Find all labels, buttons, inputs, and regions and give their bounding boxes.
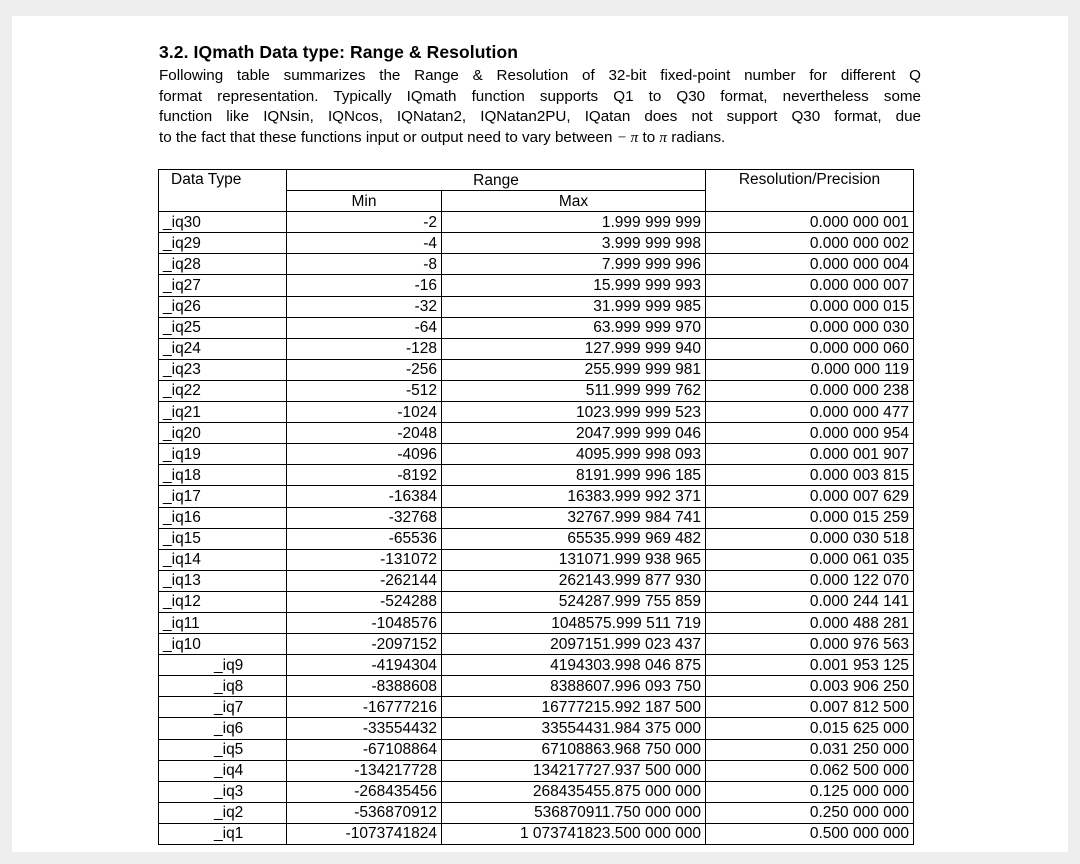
max-cell: 16383.999 992 371 <box>442 486 706 507</box>
table-body <box>159 212 914 845</box>
data-type-cell: _iq1 <box>159 823 287 844</box>
max-cell: 1 073741823.500 000 000 <box>442 823 706 844</box>
data-type-cell: _iq24 <box>159 338 287 359</box>
paragraph-line-4 <box>159 128 921 149</box>
min-cell: -512 <box>287 380 442 401</box>
max-cell: 2047.999 999 046 <box>442 423 706 444</box>
header-min: Min <box>287 191 442 212</box>
pi-symbol: π <box>659 128 667 146</box>
min-cell: -268435456 <box>287 781 442 802</box>
table-row <box>159 676 914 697</box>
table-row <box>159 697 914 718</box>
data-type-cell: _iq21 <box>159 402 287 423</box>
table-row <box>159 465 914 486</box>
resolution-cell: 0.007 812 500 <box>706 697 914 718</box>
data-type-cell: _iq17 <box>159 486 287 507</box>
min-cell: -8 <box>287 254 442 275</box>
minus-pi-symbol: − π <box>616 128 639 146</box>
max-cell: 67108863.968 750 000 <box>442 739 706 760</box>
resolution-cell: 0.000 007 629 <box>706 486 914 507</box>
min-cell: -16777216 <box>287 697 442 718</box>
max-cell: 1048575.999 511 719 <box>442 612 706 633</box>
resolution-cell: 0.000 000 238 <box>706 380 914 401</box>
min-cell: -16384 <box>287 486 442 507</box>
min-cell: -1024 <box>287 402 442 423</box>
table-row <box>159 781 914 802</box>
max-cell: 16777215.992 187 500 <box>442 697 706 718</box>
min-cell: -64 <box>287 317 442 338</box>
data-type-cell: _iq10 <box>159 634 287 655</box>
viewer-frame-bottom <box>0 852 1080 864</box>
resolution-cell: 0.062 500 000 <box>706 760 914 781</box>
resolution-cell: 0.000 488 281 <box>706 612 914 633</box>
max-cell: 4194303.998 046 875 <box>442 655 706 676</box>
min-cell: -131072 <box>287 549 442 570</box>
resolution-cell: 0.000 000 119 <box>706 359 914 380</box>
max-cell: 127.999 999 940 <box>442 338 706 359</box>
table-row <box>159 296 914 317</box>
data-type-cell: _iq26 <box>159 296 287 317</box>
max-cell: 8388607.996 093 750 <box>442 676 706 697</box>
min-cell: -32768 <box>287 507 442 528</box>
resolution-cell: 0.000 976 563 <box>706 634 914 655</box>
table-row <box>159 655 914 676</box>
data-type-cell: _iq13 <box>159 570 287 591</box>
table-row <box>159 380 914 401</box>
max-cell: 524287.999 755 859 <box>442 591 706 612</box>
table-row <box>159 823 914 844</box>
data-type-cell: _iq3 <box>159 781 287 802</box>
resolution-cell: 0.000 000 001 <box>706 212 914 233</box>
resolution-cell: 0.031 250 000 <box>706 739 914 760</box>
table-row <box>159 570 914 591</box>
data-type-cell: _iq2 <box>159 802 287 823</box>
header-data-type: Data Type <box>159 170 287 212</box>
paragraph-line-4-c: radians. <box>667 128 726 146</box>
resolution-cell: 0.000 030 518 <box>706 528 914 549</box>
table-row <box>159 634 914 655</box>
table-row <box>159 402 914 423</box>
data-type-cell: _iq9 <box>159 655 287 676</box>
table-row <box>159 444 914 465</box>
max-cell: 2097151.999 023 437 <box>442 634 706 655</box>
min-cell: -524288 <box>287 591 442 612</box>
resolution-cell: 0.000 000 002 <box>706 233 914 254</box>
min-cell: -8388608 <box>287 676 442 697</box>
min-cell: -4194304 <box>287 655 442 676</box>
table-row <box>159 423 914 444</box>
data-type-cell: _iq18 <box>159 465 287 486</box>
data-type-cell: _iq25 <box>159 317 287 338</box>
table-row <box>159 718 914 739</box>
data-type-cell: _iq30 <box>159 212 287 233</box>
min-cell: -65536 <box>287 528 442 549</box>
resolution-cell: 0.000 015 259 <box>706 507 914 528</box>
max-cell: 65535.999 969 482 <box>442 528 706 549</box>
data-type-cell: _iq7 <box>159 697 287 718</box>
min-cell: -8192 <box>287 465 442 486</box>
resolution-cell: 0.000 244 141 <box>706 591 914 612</box>
max-cell: 131071.999 938 965 <box>442 549 706 570</box>
min-cell: -2097152 <box>287 634 442 655</box>
max-cell: 32767.999 984 741 <box>442 507 706 528</box>
table-row <box>159 338 914 359</box>
header-max: Max <box>442 191 706 212</box>
max-cell: 31.999 999 985 <box>442 296 706 317</box>
max-cell: 15.999 999 993 <box>442 275 706 296</box>
data-type-cell: _iq29 <box>159 233 287 254</box>
resolution-cell: 0.000 000 030 <box>706 317 914 338</box>
data-type-cell: _iq22 <box>159 380 287 401</box>
resolution-cell: 0.015 625 000 <box>706 718 914 739</box>
max-cell: 8191.999 996 185 <box>442 465 706 486</box>
min-cell: -128 <box>287 338 442 359</box>
header-range: Range <box>287 170 706 191</box>
resolution-cell: 0.000 001 907 <box>706 444 914 465</box>
table-row <box>159 739 914 760</box>
paragraph-line-3: function like IQNsin, IQNcos, IQNatan2, IQNatan2PU, IQatan does not support Q30 format, due <box>159 108 921 125</box>
data-type-cell: _iq28 <box>159 254 287 275</box>
paragraph-line-4-b: to <box>638 128 660 146</box>
resolution-cell: 0.125 000 000 <box>706 781 914 802</box>
max-cell: 511.999 999 762 <box>442 380 706 401</box>
resolution-cell: 0.000 000 060 <box>706 338 914 359</box>
table-row <box>159 212 914 233</box>
resolution-cell: 0.000 000 004 <box>706 254 914 275</box>
table-row <box>159 549 914 570</box>
table-row <box>159 507 914 528</box>
data-type-cell: _iq23 <box>159 359 287 380</box>
data-type-cell: _iq12 <box>159 591 287 612</box>
max-cell: 1023.999 999 523 <box>442 402 706 423</box>
table-row <box>159 233 914 254</box>
data-type-cell: _iq5 <box>159 739 287 760</box>
min-cell: -4 <box>287 233 442 254</box>
min-cell: -33554432 <box>287 718 442 739</box>
min-cell: -536870912 <box>287 802 442 823</box>
min-cell: -256 <box>287 359 442 380</box>
data-type-cell: _iq27 <box>159 275 287 296</box>
min-cell: -1073741824 <box>287 823 442 844</box>
max-cell: 3.999 999 998 <box>442 233 706 254</box>
resolution-cell: 0.000 000 015 <box>706 296 914 317</box>
max-cell: 268435455.875 000 000 <box>442 781 706 802</box>
table-row <box>159 612 914 633</box>
header-resolution: Resolution/Precision <box>706 170 914 212</box>
max-cell: 63.999 999 970 <box>442 317 706 338</box>
min-cell: -2 <box>287 212 442 233</box>
paragraph-line-4-a: to the fact that these functions input or output need to vary between <box>159 128 617 146</box>
data-type-cell: _iq19 <box>159 444 287 465</box>
data-type-cell: _iq14 <box>159 549 287 570</box>
data-type-cell: _iq16 <box>159 507 287 528</box>
max-cell: 134217727.937 500 000 <box>442 760 706 781</box>
table-row <box>159 528 914 549</box>
resolution-cell: 0.001 953 125 <box>706 655 914 676</box>
max-cell: 262143.999 877 930 <box>442 570 706 591</box>
intro-paragraph <box>159 66 921 148</box>
data-type-cell: _iq8 <box>159 676 287 697</box>
viewer-frame-top <box>0 0 1080 16</box>
min-cell: -67108864 <box>287 739 442 760</box>
paragraph-line-2: format representation. Typically IQmath function supports Q1 to Q30 format, nevertheless some <box>159 87 921 105</box>
table-row <box>159 591 914 612</box>
table-row <box>159 254 914 275</box>
data-type-cell: _iq4 <box>159 760 287 781</box>
min-cell: -16 <box>287 275 442 296</box>
table-row <box>159 359 914 380</box>
resolution-cell: 0.000 003 815 <box>706 465 914 486</box>
section-heading: 3.2. IQmath Data type: Range & Resolution <box>159 42 519 62</box>
paragraph-line-1: Following table summarizes the Range & Resolution of 32-bit fixed-point number for different Q <box>159 67 921 84</box>
viewer-frame-right <box>1068 0 1080 864</box>
range-resolution-table <box>158 169 914 845</box>
table-row <box>159 317 914 338</box>
data-type-cell: _iq11 <box>159 612 287 633</box>
max-cell: 4095.999 998 093 <box>442 444 706 465</box>
max-cell: 33554431.984 375 000 <box>442 718 706 739</box>
min-cell: -2048 <box>287 423 442 444</box>
resolution-cell: 0.500 000 000 <box>706 823 914 844</box>
min-cell: -134217728 <box>287 760 442 781</box>
resolution-cell: 0.250 000 000 <box>706 802 914 823</box>
max-cell: 255.999 999 981 <box>442 359 706 380</box>
min-cell: -262144 <box>287 570 442 591</box>
resolution-cell: 0.000 000 477 <box>706 402 914 423</box>
resolution-cell: 0.000 000 007 <box>706 275 914 296</box>
table-row <box>159 275 914 296</box>
resolution-cell: 0.000 000 954 <box>706 423 914 444</box>
table-row <box>159 760 914 781</box>
viewer-frame-left <box>0 0 12 864</box>
table-row <box>159 802 914 823</box>
data-type-cell: _iq20 <box>159 423 287 444</box>
resolution-cell: 0.003 906 250 <box>706 676 914 697</box>
table-row <box>159 486 914 507</box>
max-cell: 536870911.750 000 000 <box>442 802 706 823</box>
max-cell: 7.999 999 996 <box>442 254 706 275</box>
resolution-cell: 0.000 122 070 <box>706 570 914 591</box>
min-cell: -32 <box>287 296 442 317</box>
data-type-cell: _iq6 <box>159 718 287 739</box>
max-cell: 1.999 999 999 <box>442 212 706 233</box>
resolution-cell: 0.000 061 035 <box>706 549 914 570</box>
data-type-cell: _iq15 <box>159 528 287 549</box>
min-cell: -1048576 <box>287 612 442 633</box>
min-cell: -4096 <box>287 444 442 465</box>
